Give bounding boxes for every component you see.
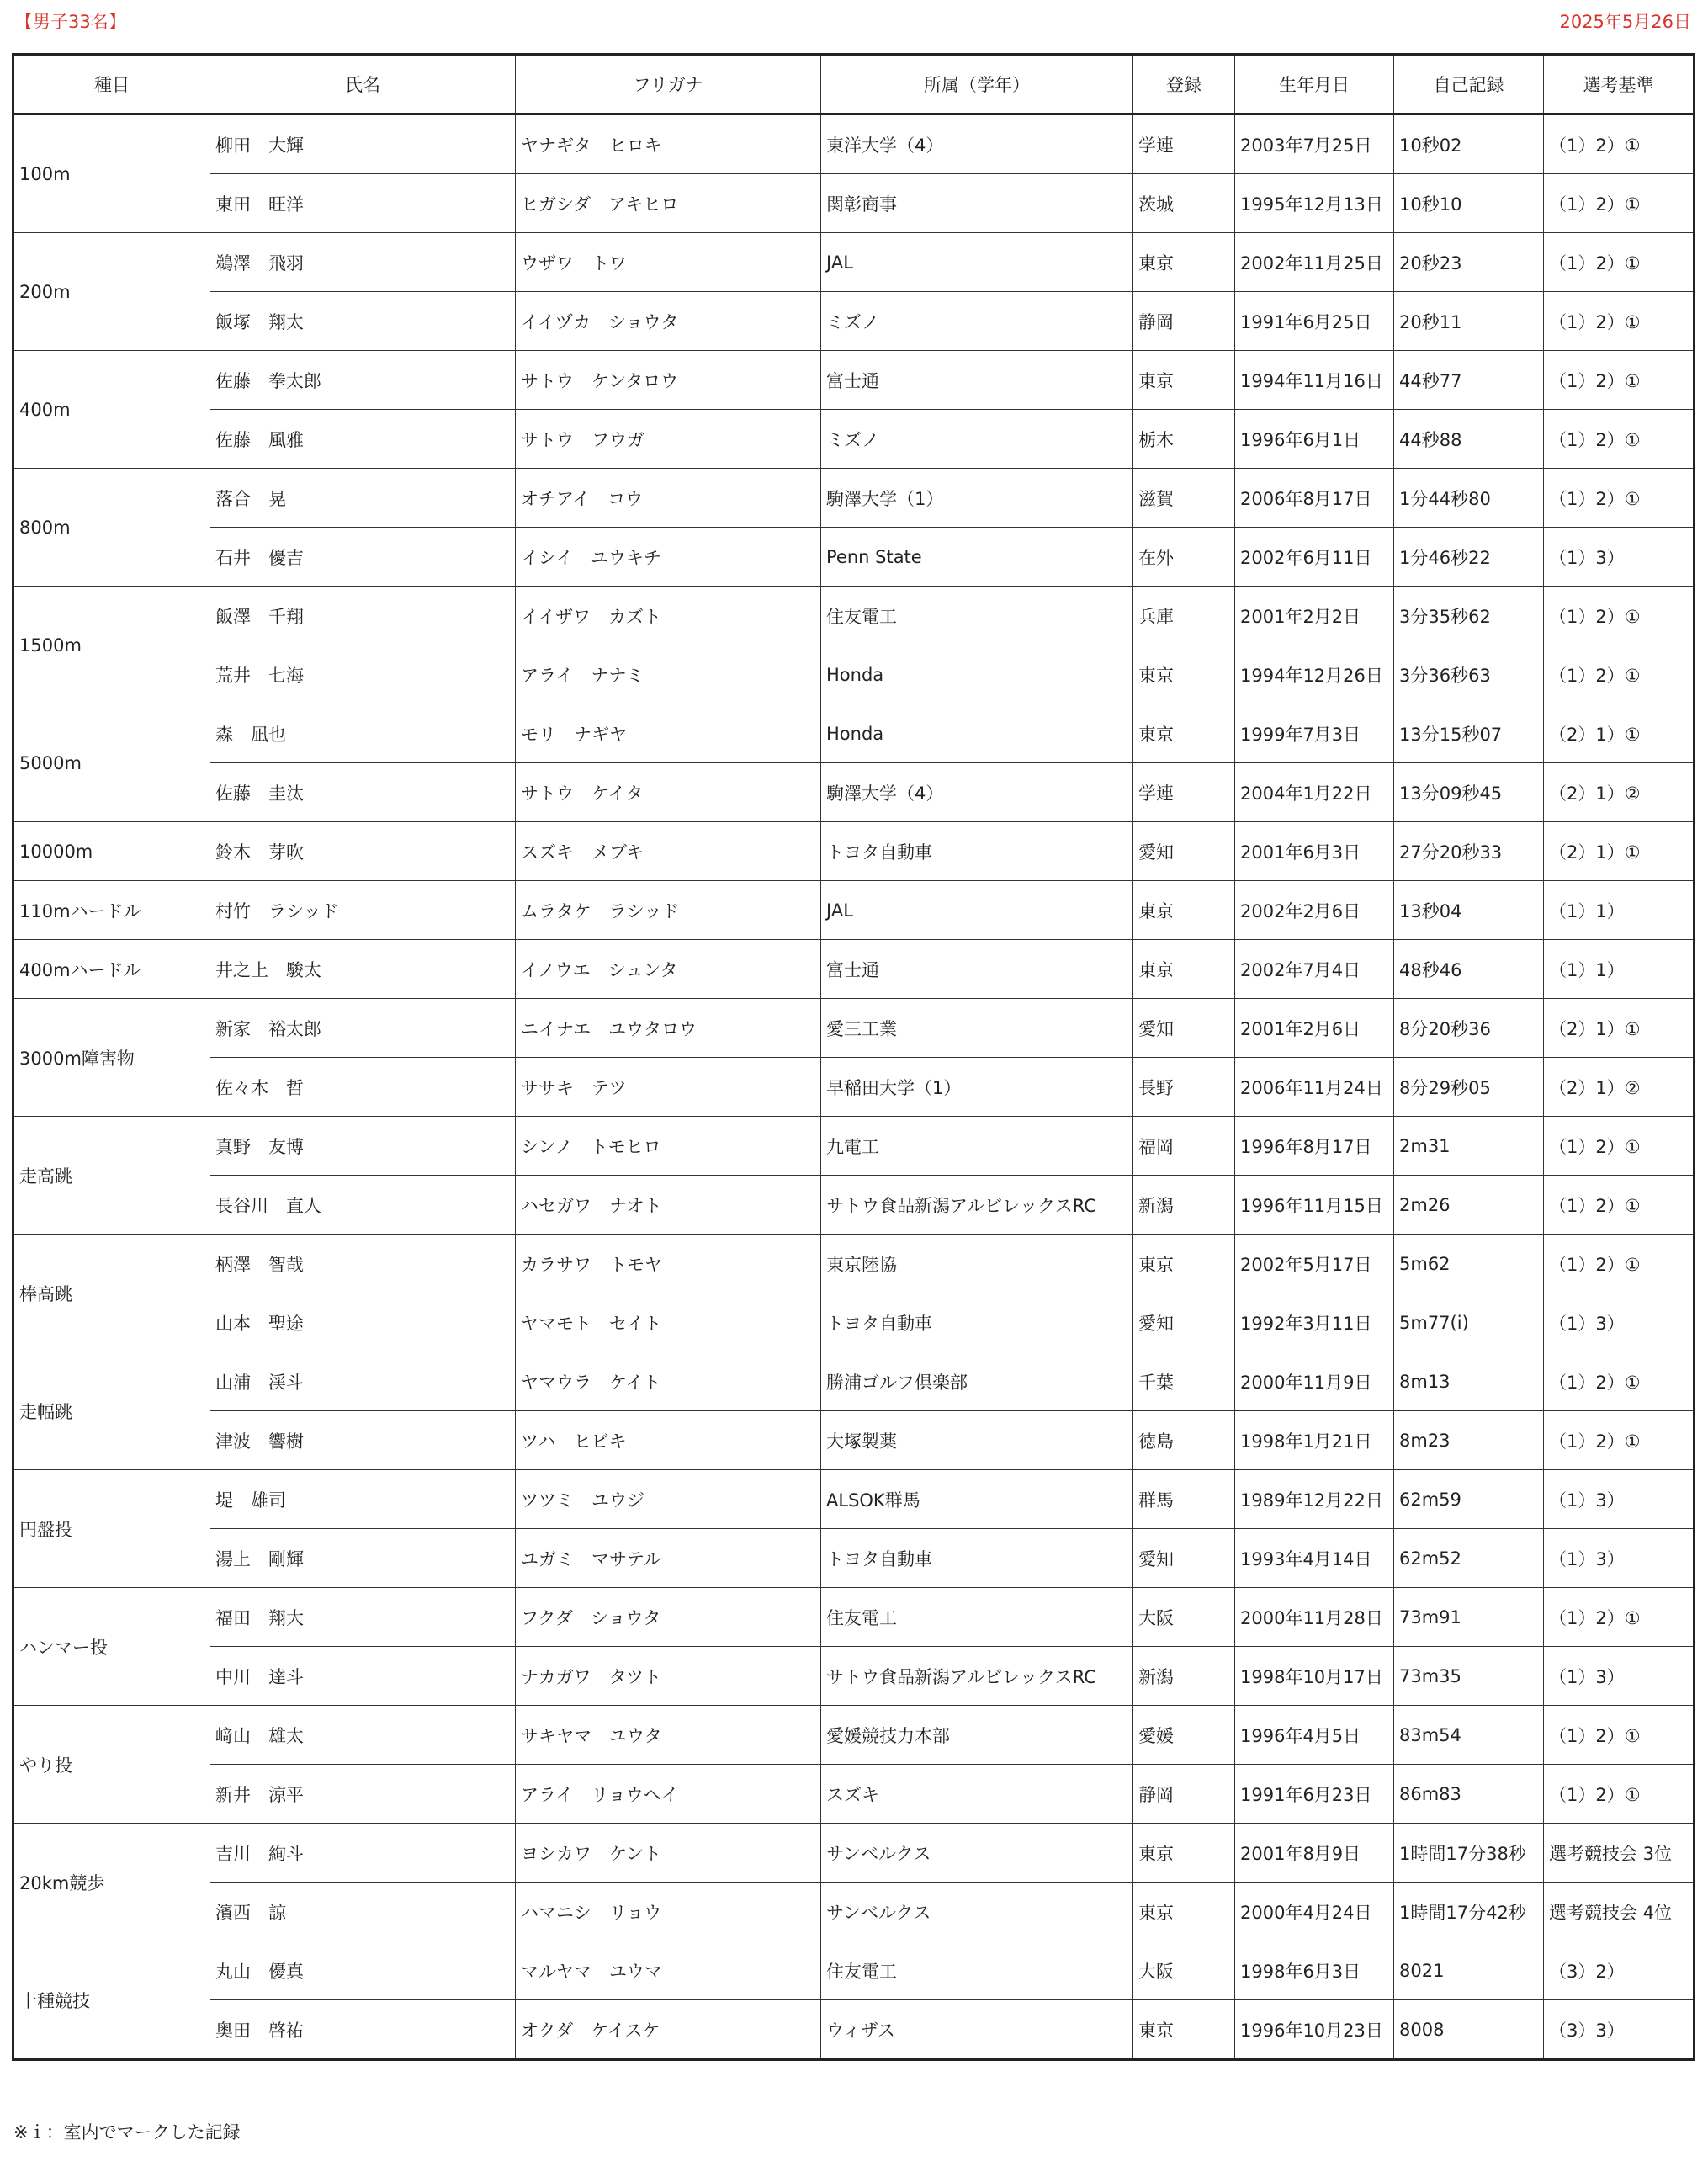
athlete-registration: 東京 <box>1133 351 1235 410</box>
event-name: 5000m <box>13 704 210 822</box>
athlete-registration: 在外 <box>1133 528 1235 587</box>
athlete-name: 森 凪也 <box>210 704 516 763</box>
athlete-name: 津波 響樹 <box>210 1411 516 1470</box>
athlete-record: 86m83 <box>1394 1765 1544 1824</box>
athlete-name: 福田 翔大 <box>210 1588 516 1647</box>
athlete-kana: ハマニシ リョウ <box>516 1883 821 1941</box>
athlete-name: 東田 旺洋 <box>210 174 516 233</box>
athlete-affiliation: サトウ食品新潟アルビレックスRC <box>821 1647 1133 1706</box>
table-row <box>13 1411 1695 1470</box>
athlete-registration: 学連 <box>1133 114 1235 174</box>
athlete-birthdate: 2002年6月11日 <box>1235 528 1394 587</box>
athlete-affiliation: Honda <box>821 704 1133 763</box>
athlete-name: 真野 友博 <box>210 1117 516 1176</box>
athlete-name: 吉川 絢斗 <box>210 1824 516 1883</box>
athlete-kana: ハセガワ ナオト <box>516 1176 821 1235</box>
athlete-birthdate: 1996年10月23日 <box>1235 2000 1394 2060</box>
athlete-record: 8分20秒36 <box>1394 999 1544 1058</box>
athlete-criteria: （1）2）① <box>1544 233 1695 292</box>
athlete-name: 鈴木 芽吹 <box>210 822 516 881</box>
athlete-criteria: （1）3） <box>1544 1529 1695 1588</box>
athlete-registration: 愛知 <box>1133 1293 1235 1352</box>
event-name: 走幅跳 <box>13 1352 210 1470</box>
athlete-name: 湯上 剛輝 <box>210 1529 516 1588</box>
athlete-criteria: （1）3） <box>1544 1647 1695 1706</box>
athlete-registration: 東京 <box>1133 1883 1235 1941</box>
athlete-registration: 徳島 <box>1133 1411 1235 1470</box>
athlete-kana: イノウエ シュンタ <box>516 940 821 999</box>
athlete-registration: 新潟 <box>1133 1647 1235 1706</box>
athlete-criteria: （1）2）① <box>1544 1411 1695 1470</box>
athlete-record: 20秒11 <box>1394 292 1544 351</box>
athlete-affiliation: ウィザス <box>821 2000 1133 2060</box>
athlete-registration: 群馬 <box>1133 1470 1235 1529</box>
athlete-kana: フクダ ショウタ <box>516 1588 821 1647</box>
athlete-criteria: （1）2）① <box>1544 1352 1695 1411</box>
athlete-criteria: （2）1）① <box>1544 704 1695 763</box>
event-name: 800m <box>13 469 210 587</box>
athlete-name: 山本 聖途 <box>210 1293 516 1352</box>
athlete-affiliation: 駒澤大学（4） <box>821 763 1133 822</box>
athlete-kana: シンノ トモヒロ <box>516 1117 821 1176</box>
athlete-name: 佐々木 哲 <box>210 1058 516 1117</box>
athlete-birthdate: 2001年2月2日 <box>1235 587 1394 645</box>
athlete-birthdate: 2000年11月9日 <box>1235 1352 1394 1411</box>
athlete-record: 62m59 <box>1394 1470 1544 1529</box>
athlete-registration: 兵庫 <box>1133 587 1235 645</box>
table-row <box>13 292 1695 351</box>
col-header-criteria: 選考基準 <box>1544 55 1695 114</box>
event-name: 円盤投 <box>13 1470 210 1588</box>
table-row <box>13 1883 1695 1941</box>
athlete-registration: 福岡 <box>1133 1117 1235 1176</box>
table-row <box>13 999 1695 1058</box>
athlete-record: 1時間17分42秒 <box>1394 1883 1544 1941</box>
athlete-registration: 東京 <box>1133 940 1235 999</box>
athlete-name: 荒井 七海 <box>210 645 516 704</box>
athlete-birthdate: 1998年6月3日 <box>1235 1941 1394 2000</box>
athlete-name: 柄澤 智哉 <box>210 1235 516 1293</box>
table-row <box>13 1588 1695 1647</box>
table-row <box>13 174 1695 233</box>
athlete-birthdate: 1995年12月13日 <box>1235 174 1394 233</box>
event-name: 走高跳 <box>13 1117 210 1235</box>
table-row <box>13 469 1695 528</box>
event-name: ハンマー投 <box>13 1588 210 1706</box>
athlete-kana: ニイナエ ユウタロウ <box>516 999 821 1058</box>
athlete-kana: ウザワ トワ <box>516 233 821 292</box>
col-header-registration: 登録 <box>1133 55 1235 114</box>
athlete-record: 1分44秒80 <box>1394 469 1544 528</box>
athlete-affiliation: ミズノ <box>821 410 1133 469</box>
event-name: 400m <box>13 351 210 469</box>
event-name: やり投 <box>13 1706 210 1824</box>
athlete-birthdate: 2006年8月17日 <box>1235 469 1394 528</box>
athlete-record: 73m91 <box>1394 1588 1544 1647</box>
athlete-kana: ムラタケ ラシッド <box>516 881 821 940</box>
athlete-registration: 大阪 <box>1133 1941 1235 2000</box>
athlete-registration: 千葉 <box>1133 1352 1235 1411</box>
athlete-record: 2m31 <box>1394 1117 1544 1176</box>
athlete-affiliation: サンベルクス <box>821 1824 1133 1883</box>
athlete-name: 新井 涼平 <box>210 1765 516 1824</box>
event-name: 1500m <box>13 587 210 704</box>
athlete-criteria: （2）1）② <box>1544 763 1695 822</box>
athlete-birthdate: 2002年11月25日 <box>1235 233 1394 292</box>
athlete-kana: ツハ ヒビキ <box>516 1411 821 1470</box>
athlete-birthdate: 1992年3月11日 <box>1235 1293 1394 1352</box>
athlete-name: 井之上 駿太 <box>210 940 516 999</box>
athlete-kana: スズキ メブキ <box>516 822 821 881</box>
table-row <box>13 114 1695 174</box>
table-row <box>13 1706 1695 1765</box>
athlete-criteria: （1）1） <box>1544 881 1695 940</box>
group-title: 【男子33名】 <box>15 12 126 32</box>
athlete-record: 8分29秒05 <box>1394 1058 1544 1117</box>
athlete-record: 73m35 <box>1394 1647 1544 1706</box>
athlete-kana: アライ リョウヘイ <box>516 1765 821 1824</box>
table-row <box>13 1824 1695 1883</box>
athlete-name: 新家 裕太郎 <box>210 999 516 1058</box>
athlete-birthdate: 2002年2月6日 <box>1235 881 1394 940</box>
athlete-registration: 東京 <box>1133 1824 1235 1883</box>
col-header-kana: フリガナ <box>516 55 821 114</box>
athlete-affiliation: 駒澤大学（1） <box>821 469 1133 528</box>
athlete-kana: オクダ ケイスケ <box>516 2000 821 2060</box>
athlete-affiliation: 勝浦ゴルフ倶楽部 <box>821 1352 1133 1411</box>
athlete-birthdate: 1996年8月17日 <box>1235 1117 1394 1176</box>
athlete-criteria: （1）3） <box>1544 1470 1695 1529</box>
athlete-birthdate: 1999年7月3日 <box>1235 704 1394 763</box>
col-header-name: 氏名 <box>210 55 516 114</box>
athlete-kana: サトウ ケイタ <box>516 763 821 822</box>
document-date: 2025年5月26日 <box>1559 12 1691 32</box>
athlete-birthdate: 1991年6月23日 <box>1235 1765 1394 1824</box>
table-row <box>13 1176 1695 1235</box>
athlete-criteria: （1）2）① <box>1544 351 1695 410</box>
table-row <box>13 1235 1695 1293</box>
athlete-birthdate: 1996年6月1日 <box>1235 410 1394 469</box>
athlete-birthdate: 2002年7月4日 <box>1235 940 1394 999</box>
athlete-record: 2m26 <box>1394 1176 1544 1235</box>
athlete-record: 83m54 <box>1394 1706 1544 1765</box>
athlete-criteria: （1）1） <box>1544 940 1695 999</box>
athlete-record: 8m13 <box>1394 1352 1544 1411</box>
athlete-name: 堤 雄司 <box>210 1470 516 1529</box>
athlete-name: 長谷川 直人 <box>210 1176 516 1235</box>
athlete-birthdate: 2001年2月6日 <box>1235 999 1394 1058</box>
athlete-record: 8021 <box>1394 1941 1544 2000</box>
athlete-kana: ヤナギタ ヒロキ <box>516 114 821 174</box>
athlete-kana: イシイ ユウキチ <box>516 528 821 587</box>
athlete-record: 5m62 <box>1394 1235 1544 1293</box>
athlete-criteria: （3）2） <box>1544 1941 1695 2000</box>
athlete-affiliation: JAL <box>821 881 1133 940</box>
athlete-affiliation: 愛三工業 <box>821 999 1133 1058</box>
athlete-birthdate: 1993年4月14日 <box>1235 1529 1394 1588</box>
athlete-name: 飯澤 千翔 <box>210 587 516 645</box>
table-row <box>13 528 1695 587</box>
event-name: 10000m <box>13 822 210 881</box>
table-row <box>13 940 1695 999</box>
athlete-affiliation: Honda <box>821 645 1133 704</box>
athlete-kana: ナカガワ タツト <box>516 1647 821 1706</box>
athlete-criteria: （1）2）① <box>1544 1588 1695 1647</box>
athlete-registration: 東京 <box>1133 1235 1235 1293</box>
athlete-kana: アライ ナナミ <box>516 645 821 704</box>
athlete-birthdate: 1994年12月26日 <box>1235 645 1394 704</box>
athlete-registration: 新潟 <box>1133 1176 1235 1235</box>
athlete-record: 3分35秒62 <box>1394 587 1544 645</box>
athlete-record: 13分09秒45 <box>1394 763 1544 822</box>
table-row <box>13 1352 1695 1411</box>
athlete-criteria: （1）2）① <box>1544 292 1695 351</box>
athlete-affiliation: 住友電工 <box>821 1588 1133 1647</box>
athlete-registration: 栃木 <box>1133 410 1235 469</box>
event-name: 110mハードル <box>13 881 210 940</box>
table-row <box>13 822 1695 881</box>
athlete-affiliation: サトウ食品新潟アルビレックスRC <box>821 1176 1133 1235</box>
table-row <box>13 1058 1695 1117</box>
table-row <box>13 1293 1695 1352</box>
table-row <box>13 645 1695 704</box>
athlete-criteria: （1）2）① <box>1544 1706 1695 1765</box>
event-name: 3000m障害物 <box>13 999 210 1117</box>
athlete-name: 村竹 ラシッド <box>210 881 516 940</box>
roster-table <box>12 53 1695 2061</box>
athlete-name: 鵜澤 飛羽 <box>210 233 516 292</box>
athlete-criteria: （2）1）① <box>1544 822 1695 881</box>
athlete-registration: 学連 <box>1133 763 1235 822</box>
athlete-registration: 滋賀 <box>1133 469 1235 528</box>
athlete-registration: 長野 <box>1133 1058 1235 1117</box>
athlete-affiliation: 富士通 <box>821 940 1133 999</box>
athlete-kana: ヒガシダ アキヒロ <box>516 174 821 233</box>
athlete-kana: ヨシカワ ケント <box>516 1824 821 1883</box>
athlete-registration: 東京 <box>1133 2000 1235 2060</box>
roster-body <box>13 114 1695 2060</box>
athlete-name: 濱西 諒 <box>210 1883 516 1941</box>
athlete-criteria: 選考競技会 3位 <box>1544 1824 1695 1883</box>
athlete-birthdate: 2001年6月3日 <box>1235 822 1394 881</box>
athlete-birthdate: 2001年8月9日 <box>1235 1824 1394 1883</box>
athlete-record: 20秒23 <box>1394 233 1544 292</box>
athlete-registration: 茨城 <box>1133 174 1235 233</box>
athlete-record: 8m23 <box>1394 1411 1544 1470</box>
athlete-criteria: （1）2）① <box>1544 1117 1695 1176</box>
athlete-criteria: （1）2）① <box>1544 1176 1695 1235</box>
athlete-criteria: （1）2）① <box>1544 114 1695 174</box>
col-header-event: 種目 <box>13 55 210 114</box>
athlete-affiliation: トヨタ自動車 <box>821 822 1133 881</box>
col-header-record: 自己記録 <box>1394 55 1544 114</box>
athlete-name: 落合 晃 <box>210 469 516 528</box>
event-name: 20km競歩 <box>13 1824 210 1941</box>
athlete-affiliation: スズキ <box>821 1765 1133 1824</box>
col-header-birthdate: 生年月日 <box>1235 55 1394 114</box>
athlete-registration: 愛知 <box>1133 1529 1235 1588</box>
athlete-record: 48秒46 <box>1394 940 1544 999</box>
athlete-affiliation: トヨタ自動車 <box>821 1293 1133 1352</box>
athlete-criteria: （1）2）① <box>1544 1765 1695 1824</box>
athlete-affiliation: 東京陸協 <box>821 1235 1133 1293</box>
athlete-record: 62m52 <box>1394 1529 1544 1588</box>
table-row <box>13 704 1695 763</box>
athlete-criteria: （1）2）① <box>1544 1235 1695 1293</box>
athlete-birthdate: 1996年11月15日 <box>1235 1176 1394 1235</box>
col-header-affiliation: 所属（学年） <box>821 55 1133 114</box>
athlete-record: 3分36秒63 <box>1394 645 1544 704</box>
athlete-birthdate: 1996年4月5日 <box>1235 1706 1394 1765</box>
table-row <box>13 1941 1695 2000</box>
athlete-affiliation: 住友電工 <box>821 587 1133 645</box>
athlete-affiliation: JAL <box>821 233 1133 292</box>
athlete-kana: サキヤマ ユウタ <box>516 1706 821 1765</box>
athlete-birthdate: 2006年11月24日 <box>1235 1058 1394 1117</box>
event-name: 100m <box>13 114 210 233</box>
athlete-affiliation: ALSOK群馬 <box>821 1470 1133 1529</box>
athlete-criteria: （1）2）① <box>1544 645 1695 704</box>
athlete-registration: 東京 <box>1133 645 1235 704</box>
athlete-name: 﨑山 雄太 <box>210 1706 516 1765</box>
athlete-record: 1分46秒22 <box>1394 528 1544 587</box>
athlete-name: 中川 達斗 <box>210 1647 516 1706</box>
athlete-affiliation: 関彰商事 <box>821 174 1133 233</box>
athlete-criteria: （2）1）① <box>1544 999 1695 1058</box>
athlete-name: 丸山 優真 <box>210 1941 516 2000</box>
athlete-affiliation: 住友電工 <box>821 1941 1133 2000</box>
athlete-registration: 愛知 <box>1133 999 1235 1058</box>
athlete-record: 13秒04 <box>1394 881 1544 940</box>
athlete-kana: ユガミ マサテル <box>516 1529 821 1588</box>
athlete-kana: ヤマウラ ケイト <box>516 1352 821 1411</box>
athlete-kana: サトウ ケンタロウ <box>516 351 821 410</box>
athlete-registration: 東京 <box>1133 233 1235 292</box>
athlete-name: 飯塚 翔太 <box>210 292 516 351</box>
athlete-registration: 愛知 <box>1133 822 1235 881</box>
athlete-registration: 愛媛 <box>1133 1706 1235 1765</box>
athlete-affiliation: 九電工 <box>821 1117 1133 1176</box>
athlete-affiliation: ミズノ <box>821 292 1133 351</box>
athlete-birthdate: 2002年5月17日 <box>1235 1235 1394 1293</box>
table-row <box>13 1529 1695 1588</box>
athlete-name: 山浦 渓斗 <box>210 1352 516 1411</box>
athlete-criteria: （3）3） <box>1544 2000 1695 2060</box>
athlete-kana: イイヅカ ショウタ <box>516 292 821 351</box>
athlete-criteria: （1）2）① <box>1544 587 1695 645</box>
athlete-criteria: （1）2）① <box>1544 410 1695 469</box>
table-row <box>13 1765 1695 1824</box>
athlete-birthdate: 2004年1月22日 <box>1235 763 1394 822</box>
athlete-birthdate: 2000年4月24日 <box>1235 1883 1394 1941</box>
athlete-kana: モリ ナギヤ <box>516 704 821 763</box>
athlete-affiliation: 愛媛競技力本部 <box>821 1706 1133 1765</box>
athlete-record: 13分15秒07 <box>1394 704 1544 763</box>
athlete-kana: ツツミ ユウジ <box>516 1470 821 1529</box>
athlete-affiliation: Penn State <box>821 528 1133 587</box>
athlete-birthdate: 2003年7月25日 <box>1235 114 1394 174</box>
athlete-birthdate: 1998年1月21日 <box>1235 1411 1394 1470</box>
athlete-registration: 東京 <box>1133 704 1235 763</box>
athlete-kana: ヤマモト セイト <box>516 1293 821 1352</box>
athlete-record: 44秒77 <box>1394 351 1544 410</box>
athlete-kana: オチアイ コウ <box>516 469 821 528</box>
athlete-criteria: （1）2）① <box>1544 174 1695 233</box>
athlete-kana: サトウ フウガ <box>516 410 821 469</box>
athlete-birthdate: 1994年11月16日 <box>1235 351 1394 410</box>
athlete-criteria: （1）3） <box>1544 1293 1695 1352</box>
athlete-registration: 大阪 <box>1133 1588 1235 1647</box>
table-row <box>13 1117 1695 1176</box>
athlete-criteria: （1）3） <box>1544 528 1695 587</box>
header-row <box>13 55 1695 114</box>
athlete-name: 石井 優吉 <box>210 528 516 587</box>
athlete-record: 44秒88 <box>1394 410 1544 469</box>
table-row <box>13 1470 1695 1529</box>
athlete-record: 8008 <box>1394 2000 1544 2060</box>
event-name: 棒高跳 <box>13 1235 210 1352</box>
event-name: 200m <box>13 233 210 351</box>
athlete-affiliation: 大塚製薬 <box>821 1411 1133 1470</box>
athlete-record: 10秒02 <box>1394 114 1544 174</box>
athlete-record: 27分20秒33 <box>1394 822 1544 881</box>
table-row <box>13 351 1695 410</box>
table-row <box>13 881 1695 940</box>
athlete-kana: ササキ テツ <box>516 1058 821 1117</box>
athlete-affiliation: 富士通 <box>821 351 1133 410</box>
athlete-affiliation: トヨタ自動車 <box>821 1529 1133 1588</box>
footnote: ※ｉ：室内でマークした記録 <box>13 2122 241 2143</box>
table-row <box>13 410 1695 469</box>
athlete-birthdate: 1991年6月25日 <box>1235 292 1394 351</box>
athlete-record: 5m77(i) <box>1394 1293 1544 1352</box>
athlete-record: 1時間17分38秒 <box>1394 1824 1544 1883</box>
table-row <box>13 1647 1695 1706</box>
athlete-birthdate: 1998年10月17日 <box>1235 1647 1394 1706</box>
table-row <box>13 233 1695 292</box>
athlete-affiliation: サンベルクス <box>821 1883 1133 1941</box>
athlete-kana: マルヤマ ユウマ <box>516 1941 821 2000</box>
athlete-kana: カラサワ トモヤ <box>516 1235 821 1293</box>
athlete-name: 佐藤 圭汰 <box>210 763 516 822</box>
athlete-record: 10秒10 <box>1394 174 1544 233</box>
athlete-name: 奥田 啓祐 <box>210 2000 516 2060</box>
athlete-name: 柳田 大輝 <box>210 114 516 174</box>
table-row <box>13 587 1695 645</box>
athlete-name: 佐藤 風雅 <box>210 410 516 469</box>
athlete-registration: 東京 <box>1133 881 1235 940</box>
athlete-birthdate: 2000年11月28日 <box>1235 1588 1394 1647</box>
athlete-criteria: （1）2）① <box>1544 469 1695 528</box>
athlete-kana: イイザワ カズト <box>516 587 821 645</box>
athlete-name: 佐藤 拳太郎 <box>210 351 516 410</box>
athlete-affiliation: 早稲田大学（1） <box>821 1058 1133 1117</box>
athlete-criteria: 選考競技会 4位 <box>1544 1883 1695 1941</box>
event-name: 400mハードル <box>13 940 210 999</box>
event-name: 十種競技 <box>13 1941 210 2060</box>
athlete-registration: 静岡 <box>1133 1765 1235 1824</box>
table-row <box>13 763 1695 822</box>
athlete-registration: 静岡 <box>1133 292 1235 351</box>
athlete-criteria: （2）1）② <box>1544 1058 1695 1117</box>
athlete-birthdate: 1989年12月22日 <box>1235 1470 1394 1529</box>
athlete-affiliation: 東洋大学（4） <box>821 114 1133 174</box>
table-row <box>13 2000 1695 2060</box>
